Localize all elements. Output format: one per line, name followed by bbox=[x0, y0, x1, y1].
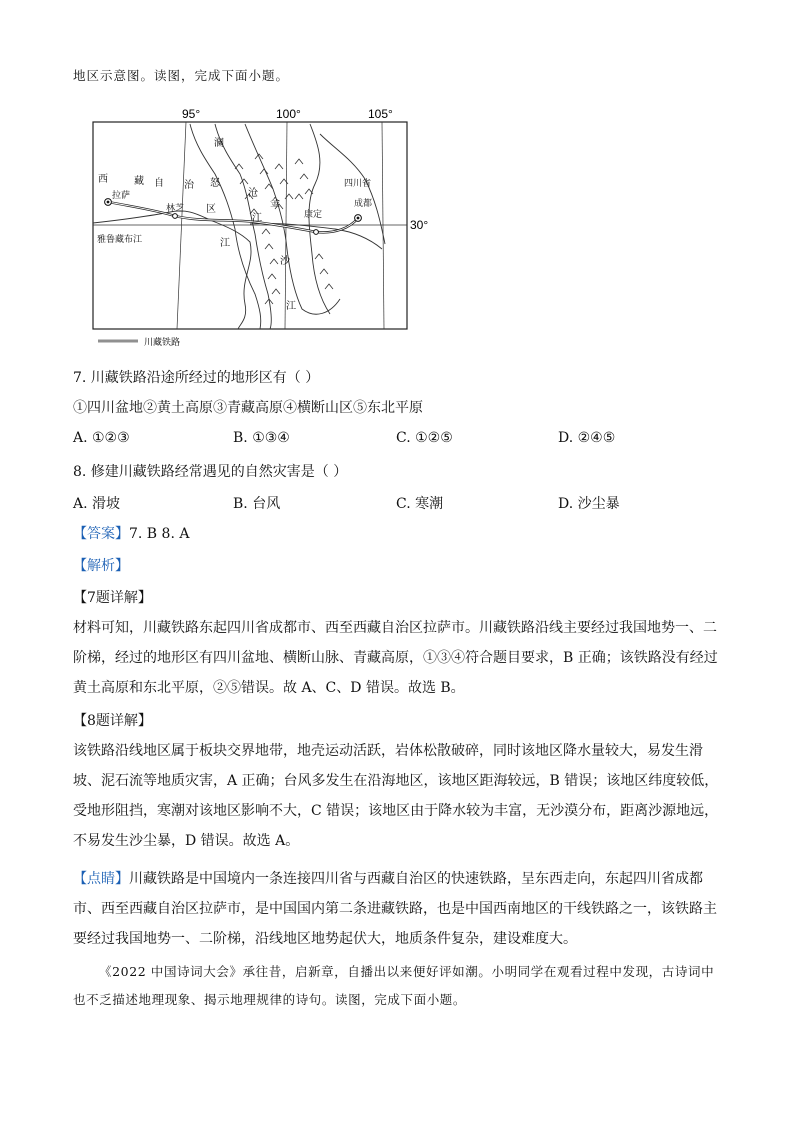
detail8-tag: 【8题详解】 bbox=[73, 713, 152, 729]
answer-line bbox=[73, 524, 189, 544]
svg-text:沙: 沙 bbox=[280, 256, 290, 267]
svg-text:拉萨: 拉萨 bbox=[112, 191, 131, 201]
q7-option-c: C. ①②⑤ bbox=[396, 430, 453, 446]
svg-text:康定: 康定 bbox=[304, 210, 323, 220]
linzhi-dot bbox=[173, 214, 178, 219]
rivers bbox=[93, 124, 385, 329]
svg-text:金: 金 bbox=[270, 198, 280, 209]
q7-option-d: D. ②④⑤ bbox=[558, 430, 616, 446]
lon-label-100: 100° bbox=[276, 107, 301, 121]
svg-text:江: 江 bbox=[286, 301, 296, 312]
q7-option-b: B. ①③④ bbox=[233, 430, 290, 446]
comment-text: 川藏铁路是中国境内一条连接四川省与西藏自治区的快速铁路，呈东西走向，东起四川省成都市、西至西藏自治区拉萨市，是中国国内第二条进藏铁路，也是中国西南地区的干线铁路之一，该铁路主要经过我国地势一、二阶梯，沿线地区地势起伏大，地质条件复杂，建设难度大。 bbox=[73, 871, 717, 947]
svg-text:沧: 沧 bbox=[248, 188, 258, 199]
lon-label-105: 105° bbox=[368, 107, 393, 121]
q7-stem: 7. 川藏铁路沿途所经过的地形区有（ ） bbox=[73, 370, 320, 386]
svg-text:四川省: 四川省 bbox=[344, 179, 372, 189]
q8-option-d: D. 沙尘暴 bbox=[558, 496, 620, 512]
sichuan-tibet-railway-map bbox=[90, 104, 438, 349]
q8-option-a: A. 滑坡 bbox=[73, 496, 121, 512]
q8-option-b: B. 台风 bbox=[233, 496, 281, 512]
legend-label: 川藏铁路 bbox=[144, 338, 181, 348]
svg-text:治: 治 bbox=[184, 180, 194, 191]
answer-tag: 【答案】 bbox=[73, 526, 129, 542]
intro-line: 地区示意图。读图，完成下面小题。 bbox=[73, 68, 290, 83]
svg-text:怒: 怒 bbox=[210, 178, 220, 189]
answer-text: 7. B 8. A bbox=[129, 526, 190, 542]
detail7-text: 材料可知，川藏铁路东起四川省成都市、西至西藏自治区拉萨市。川藏铁路沿线主要经过我国地势一、二阶梯，经过的地形区有四川盆地、横断山脉、青藏高原，①③④符合题目要求，B 正确；该铁路没有经过黄土高原和东北平原，②⑤错误。故 A、C、D 错误。故选 B。 bbox=[73, 620, 718, 696]
kangding-dot bbox=[314, 230, 319, 235]
next-intro: 《2022 中国诗词大会》承往昔，启新章，自播出以来便好评如潮。小明同学在观看过程中发现，古诗词中也不乏描述地理现象、揭示地理规律的诗句。读图，完成下面小题。 bbox=[73, 964, 715, 1007]
q7-items: ①四川盆地②黄土高原③青藏高原④横断山区⑤东北平原 bbox=[73, 400, 423, 416]
map-frame bbox=[93, 122, 407, 329]
svg-text:澜: 澜 bbox=[214, 138, 224, 149]
detail7-tag: 【7题详解】 bbox=[73, 590, 152, 606]
q8-stem: 8. 修建川藏铁路经常遇见的自然灾害是（ ） bbox=[73, 464, 348, 480]
q7-option-a: A. ①②③ bbox=[73, 430, 130, 446]
svg-text:成都: 成都 bbox=[354, 199, 373, 209]
svg-text:江: 江 bbox=[220, 238, 230, 249]
comment-block bbox=[73, 864, 723, 954]
svg-text:区: 区 bbox=[206, 204, 216, 215]
lat-label-30: 30° bbox=[410, 218, 429, 232]
svg-text:西: 西 bbox=[98, 174, 108, 185]
detail8-text: 该铁路沿线地区属于板块交界地带，地壳运动活跃，岩体松散破碎，同时该地区降水量较大，易发生滑坡、泥石流等地质灾害，A 正确；台风多发生在沿海地区，该地区距海较远，B 错误；该地区纬度较低，受地形阻挡，寒潮对该地区影响不大，C 错误；该地区由于降水较为丰富，无沙漠分布，距离沙源地远，不易发生沙尘暴，D 错误。故选 A。 bbox=[73, 743, 719, 849]
svg-text:雅鲁藏布江: 雅鲁藏布江 bbox=[97, 235, 143, 245]
comment-tag: 【点睛】 bbox=[73, 871, 129, 887]
svg-text:自: 自 bbox=[154, 178, 164, 189]
analysis-tag: 【解析】 bbox=[73, 558, 129, 574]
q8-option-c: C. 寒潮 bbox=[396, 496, 444, 512]
svg-text:林芝: 林芝 bbox=[166, 204, 185, 214]
lon-label-95: 95° bbox=[182, 107, 201, 121]
svg-text:江: 江 bbox=[252, 213, 262, 224]
svg-text:藏: 藏 bbox=[134, 176, 144, 187]
